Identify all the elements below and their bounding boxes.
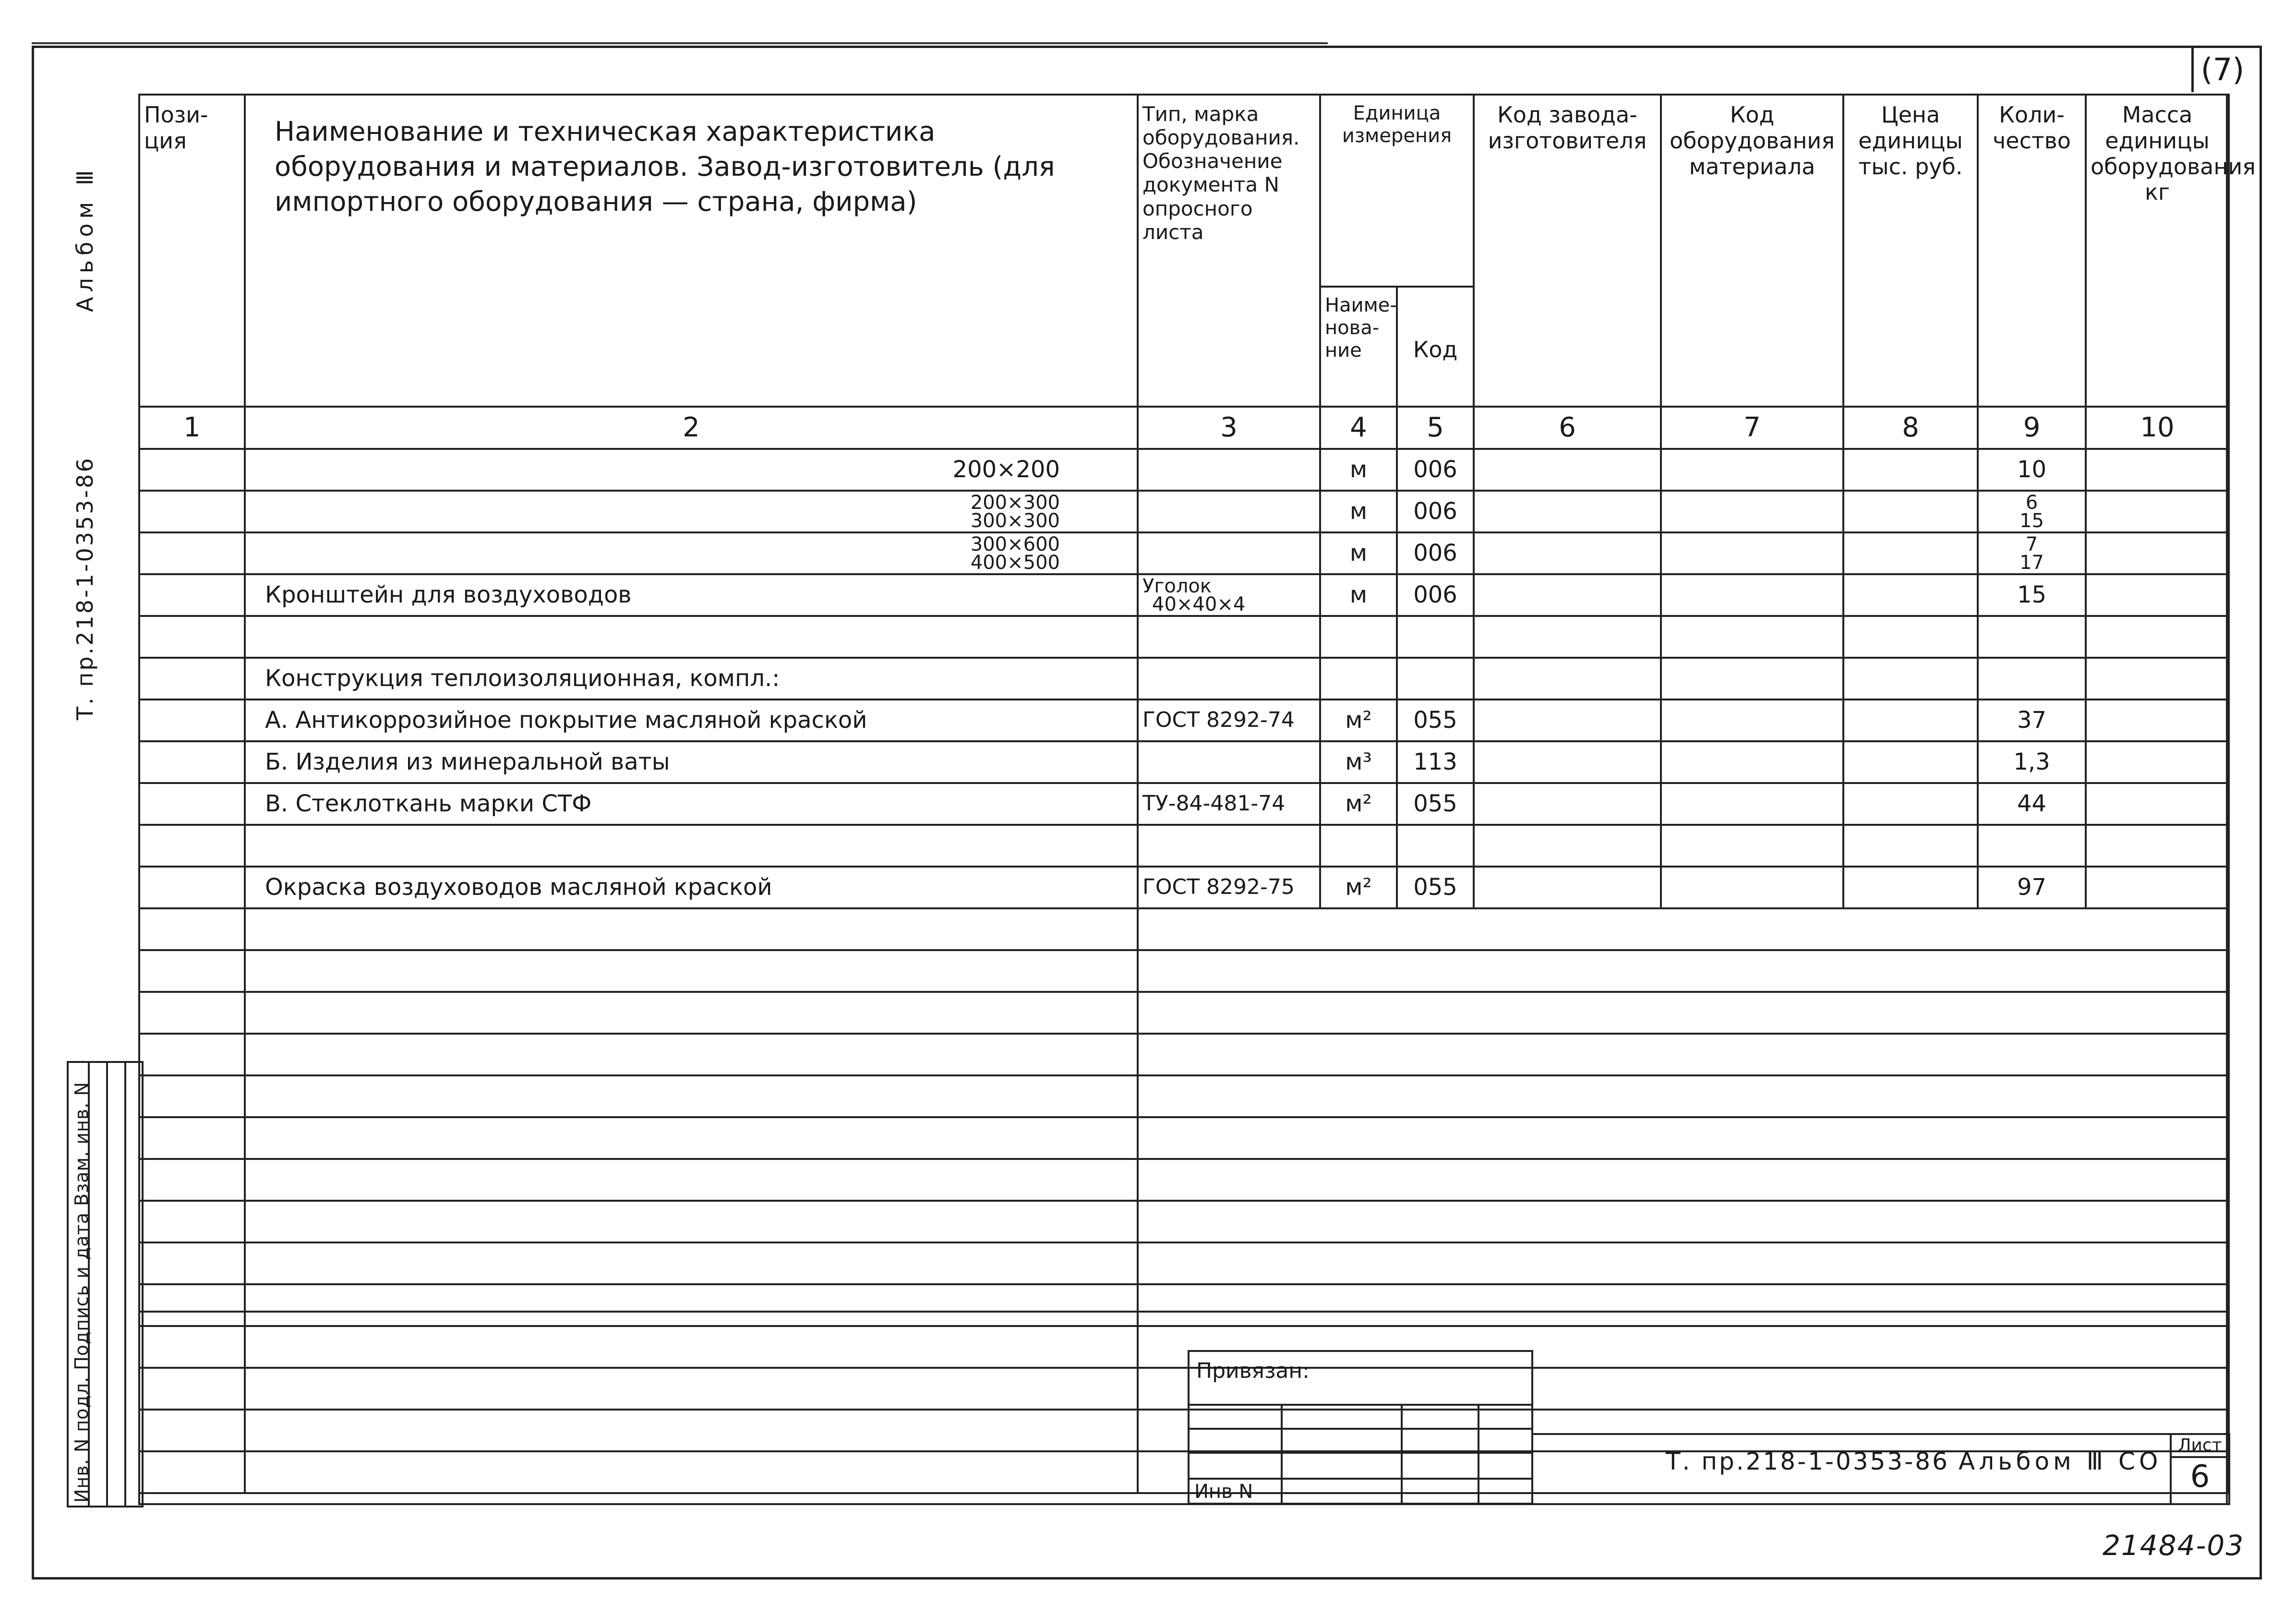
- cell-name: А. Антикоррозийное покрытие масляной краской: [245, 699, 1138, 741]
- cell-type: [1138, 491, 1320, 532]
- header-quantity: Коли-чество: [1978, 95, 2086, 407]
- table-row: [139, 574, 2229, 616]
- sheet-number: 6: [2190, 1459, 2210, 1495]
- cell-code: 006: [1397, 532, 1474, 574]
- cell-quantity: [1978, 532, 2086, 574]
- bound-label: Привязан:: [1196, 1359, 1310, 1383]
- cell-unit: м: [1320, 574, 1397, 616]
- header-type: Тип, марка оборудования. Обозначение документа N опросного листа: [1138, 95, 1320, 407]
- cell-type: [1138, 741, 1320, 783]
- cell-type: [1138, 449, 1320, 491]
- cell-name: 200×200: [245, 449, 1138, 491]
- cell-type: [1138, 532, 1320, 574]
- header-unit-group: Единица измерения: [1320, 95, 1474, 287]
- colnum-6: 6: [1474, 407, 1661, 449]
- header-name: Наименование и техническая характеристика оборудования и материалов. Завод-изготовитель (для импортного оборудования — страна, фирма): [245, 95, 1138, 407]
- archive-number: 21484-03: [2103, 1529, 2245, 1562]
- cell-name-bottom: 400×500: [970, 551, 1060, 574]
- cell-quantity: 15: [1978, 574, 2086, 616]
- colnum-4: 4: [1320, 407, 1397, 449]
- cell-position: [139, 867, 245, 908]
- cell-type: [1138, 574, 1320, 616]
- cell-code: 113: [1397, 741, 1474, 783]
- cell-unit: м²: [1320, 699, 1397, 741]
- cell-type: ТУ-84-481-74: [1138, 783, 1320, 825]
- header-row: [139, 95, 2229, 287]
- colnum-1: 1: [139, 407, 245, 449]
- cell-quantity-top: 6: [2025, 491, 2038, 514]
- cell-type-bottom: 40×40×4: [1152, 593, 1246, 615]
- cell-unit: м: [1320, 449, 1397, 491]
- cell-unit: м: [1320, 532, 1397, 574]
- table-row: [139, 449, 2229, 491]
- cell-code: 006: [1397, 449, 1474, 491]
- cell-unit: м: [1320, 491, 1397, 532]
- cell-name: Б. Изделия из минеральной ваты: [245, 741, 1138, 783]
- cell-quantity: 44: [1978, 783, 2086, 825]
- colnum-5: 5: [1397, 407, 1474, 449]
- bottom-edge-line: [138, 1503, 2228, 1505]
- approval-side-label: Инв. N подл. Подпись и дата Взам. инв. N: [71, 1082, 92, 1503]
- cell-position: [139, 574, 245, 616]
- lower-left-divider: [138, 1311, 140, 1505]
- cell-unit: м³: [1320, 741, 1397, 783]
- header-unit-code: Код: [1397, 287, 1474, 407]
- cell-type: ГОСТ 8292-75: [1138, 867, 1320, 908]
- specification-table: [138, 94, 2256, 1494]
- table-row: [139, 532, 2229, 574]
- cell-code: 006: [1397, 491, 1474, 532]
- title-strip-line: [1533, 1433, 2228, 1435]
- cell-name-bottom: 300×300: [970, 509, 1060, 532]
- title-album: Альбом Ⅲ СО: [1959, 1447, 2162, 1475]
- header-unit-name: Наиме-нова-ние: [1320, 287, 1397, 407]
- corner-mark: (7): [2191, 48, 2251, 92]
- table-row: [139, 658, 2229, 699]
- table-row: [139, 699, 2229, 741]
- colnum-3: 3: [1138, 407, 1320, 449]
- column-number-row: [139, 407, 2229, 449]
- cell-type-top: Уголок: [1142, 575, 1212, 597]
- cell-position: [139, 532, 245, 574]
- sheet-box: [2170, 1433, 2230, 1505]
- cell-position: [139, 741, 245, 783]
- cell-unit: м²: [1320, 783, 1397, 825]
- colnum-9: 9: [1978, 407, 2086, 449]
- colnum-7: 7: [1661, 407, 1843, 449]
- lower-area-divider: [138, 1311, 2228, 1313]
- table-row: [139, 491, 2229, 532]
- cell-quantity: 10: [1978, 449, 2086, 491]
- cell-quantity: 97: [1978, 867, 2086, 908]
- header-factory-code: Код завода-изготовителя: [1474, 95, 1661, 407]
- cell-position: [139, 699, 245, 741]
- table-row: [139, 825, 2229, 867]
- cell-quantity: [1978, 491, 2086, 532]
- cell-name: [245, 491, 1138, 532]
- cell-name-top: 300×600: [970, 533, 1060, 555]
- cell-code: 055: [1397, 699, 1474, 741]
- table-row: [139, 867, 2229, 908]
- header-equipment-code: Код оборудования материала: [1661, 95, 1843, 407]
- inventory-label: Инв N: [1194, 1481, 1253, 1503]
- cell-code: 055: [1397, 867, 1474, 908]
- table-row: [139, 741, 2229, 783]
- sheet-label: Лист: [2172, 1435, 2228, 1458]
- cell-position: [139, 658, 245, 699]
- colnum-10: 10: [2086, 407, 2229, 449]
- cell-name: Конструкция теплоизоляционная, компл.:: [245, 658, 1138, 699]
- cell-quantity: 1,3: [1978, 741, 2086, 783]
- margin-album-label: Альбом Ⅲ: [72, 165, 98, 312]
- title-doc-code: Т. пр.218-1-0353-86: [1666, 1447, 1949, 1475]
- cell-type: ГОСТ 8292-74: [1138, 699, 1320, 741]
- cell-code: 055: [1397, 783, 1474, 825]
- table-row: [139, 783, 2229, 825]
- cell-name: Окраска воздуховодов масляной краской: [245, 867, 1138, 908]
- cell-quantity-top: 7: [2025, 533, 2038, 555]
- cell-quantity-bottom: 17: [2020, 551, 2044, 574]
- colnum-2: 2: [245, 407, 1138, 449]
- header-position: Пози-ция: [139, 95, 245, 407]
- header-mass: Масса единицы оборудования кг: [2086, 95, 2229, 407]
- colnum-8: 8: [1843, 407, 1978, 449]
- right-table-edge: [2226, 94, 2228, 1505]
- cell-name-top: 200×300: [970, 491, 1060, 514]
- cell-position: [139, 783, 245, 825]
- cell-unit: м²: [1320, 867, 1397, 908]
- cell-name: Кронштейн для воздуховодов: [245, 574, 1138, 616]
- margin-doc-code: Т. пр.218-1-0353-86: [72, 456, 98, 720]
- cell-name: [245, 532, 1138, 574]
- bound-stamp: [1188, 1350, 1533, 1505]
- cell-quantity: 37: [1978, 699, 2086, 741]
- table-row: [139, 616, 2229, 658]
- cell-position: [139, 491, 245, 532]
- cell-quantity-bottom: 15: [2020, 509, 2044, 532]
- cell-code: 006: [1397, 574, 1474, 616]
- cell-name: В. Стеклоткань марки СТФ: [245, 783, 1138, 825]
- top-trim-line: [32, 42, 1328, 44]
- header-price: Цена единицы тыс. руб.: [1843, 95, 1978, 407]
- cell-position: [139, 449, 245, 491]
